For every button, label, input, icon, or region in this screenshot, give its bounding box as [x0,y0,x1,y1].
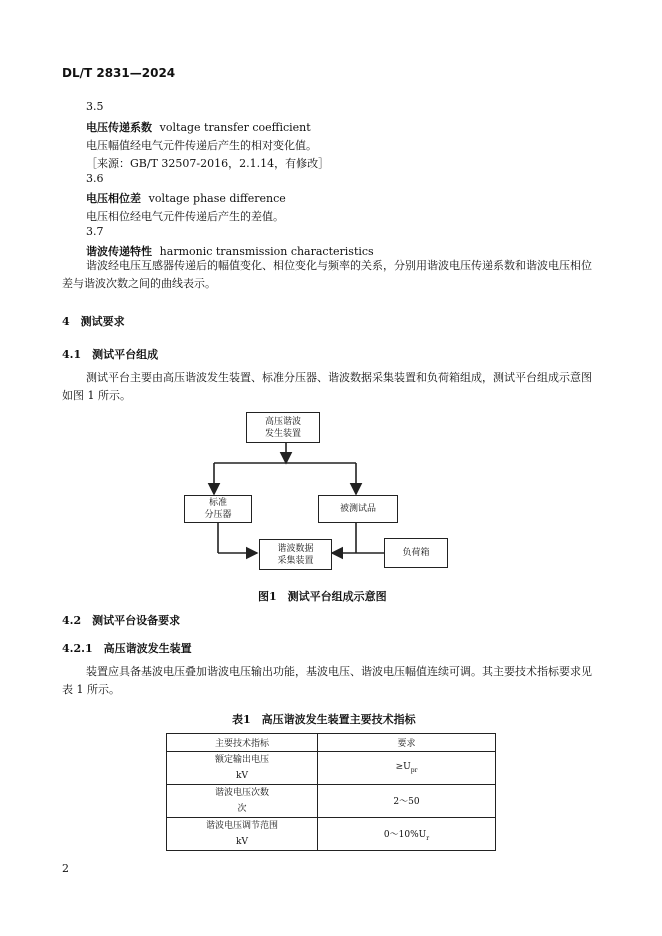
table-caption: 表1 高压谐波发生装置主要技术指标 [232,713,416,726]
term-definition: 谐波经电压互感器传递后的幅值变化、相位变化与频率的关系，分别用谐波电压传递系数和谐波电压相位差与谐波次数之间的曲线表示。 [62,259,592,290]
indicator-name: 额定输出电压 [214,755,269,765]
table-row [167,818,496,851]
box-label: 被测试品 [339,504,376,514]
figure-caption: 图1 测试平台组成示意图 [258,590,387,603]
table-header-cell: 要求 [318,734,496,752]
box-harmonic-generator [246,412,320,443]
box-device-under-test [318,495,398,523]
box-label: 高压谐波 [264,416,301,427]
term-zh: 电压传递系数 [86,121,152,134]
indicator-name: 谐波电压调节范围 [205,821,278,831]
document-code: DL/T 2831—2024 [62,66,176,80]
indicator-name: 谐波电压次数 [214,788,269,798]
table-cell-indicator [167,785,318,818]
term-zh: 谐波传递特性 [86,245,152,258]
term-source: ［来源：GB/T 32507-2016，2.1.14，有修改］ [86,157,330,170]
table-cell-requirement [318,785,496,818]
table-cell-indicator [167,752,318,785]
paragraph: 装置应具备基波电压叠加谐波电压输出功能，基波电压、谐波电压幅值连续可调。其主要技术指标要求见表 1 所示。 [62,665,592,696]
table-cell-requirement [318,752,496,785]
requirement-value: ≥U [395,762,411,773]
section-heading: 4.1 测试平台组成 [62,348,159,361]
box-label: 发生装置 [264,428,301,439]
table-row [167,785,496,818]
section-heading: 4.2.1 高压谐波发生装置 [62,642,192,655]
table-row [167,752,496,785]
term-number: 3.7 [86,225,104,238]
indicator-unit: 次 [237,804,247,814]
paragraph: 测试平台主要由高压谐波发生装置、标准分压器、谐波数据采集装置和负荷箱组成，测试平台组成示意图如图 1 所示。 [62,371,592,402]
term-number: 3.6 [86,172,104,185]
term-zh: 电压相位差 [86,192,141,205]
requirement-subscript: pr [410,766,418,774]
term-en: voltage transfer coefficient [159,121,311,134]
box-data-acquisition [259,539,332,570]
box-standard-divider [184,495,252,523]
box-label: 分压器 [204,510,232,520]
box-load [384,538,448,568]
box-label: 负荷箱 [402,548,430,558]
section-heading: 4 测试要求 [62,315,125,328]
table-header-cell: 主要技术指标 [167,734,318,752]
table-cell-indicator [167,818,318,851]
box-label: 标准 [208,498,227,508]
spec-table [166,733,496,851]
table-header-row [167,734,496,752]
term-definition: 电压幅值经电气元件传递后产生的相对变化值。 [86,139,317,152]
term-en: voltage phase difference [148,192,286,205]
table-cell-requirement [318,818,496,851]
term-en: harmonic transmission characteristics [159,245,374,258]
term-number: 3.5 [86,100,104,113]
page-number: 2 [62,862,69,875]
term-definition: 电压相位经电气元件传递后产生的差值。 [86,210,284,223]
indicator-unit: kV [236,837,248,847]
requirement-value: 2～50 [393,796,420,807]
section-heading: 4.2 测试平台设备要求 [62,614,181,627]
indicator-unit: kV [236,771,248,781]
box-label: 谐波数据 [277,543,314,554]
requirement-value: 0～10%U [383,829,427,840]
box-label: 采集装置 [277,555,314,566]
requirement-subscript: r [426,834,430,842]
